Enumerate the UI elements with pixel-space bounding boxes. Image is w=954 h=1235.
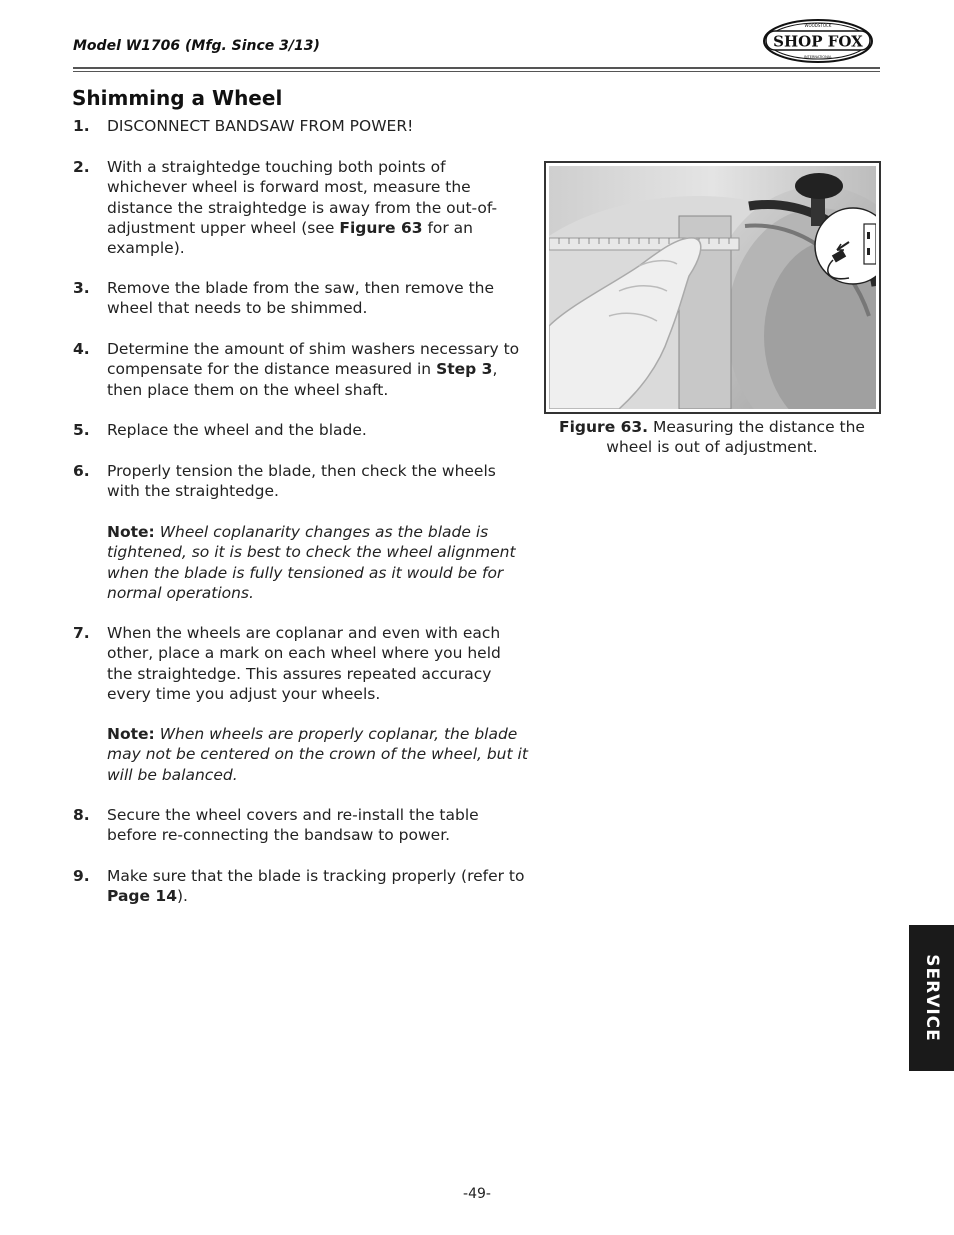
step-text: Remove the blade from the saw, then remove the wheel that needs to be shimmed. [107, 279, 495, 318]
step-3 [73, 278, 528, 319]
note-1 [107, 522, 532, 603]
note-label: Note: [107, 523, 155, 541]
side-tab-label: SERVICE [921, 954, 942, 1042]
svg-text:WOODSTOCK: WOODSTOCK [804, 23, 832, 28]
header-rule [73, 67, 880, 69]
step-number: 2. [73, 158, 90, 176]
svg-text:SHOP FOX: SHOP FOX [773, 32, 863, 51]
step-number: 8. [73, 806, 90, 824]
step-number: 4. [73, 340, 90, 358]
shop-fox-logo [762, 18, 874, 64]
step-text: Replace the wheel and the blade. [107, 421, 367, 439]
model-header: Model W1706 (Mfg. Since 3/13) [73, 38, 320, 54]
step-number: 7. [73, 624, 90, 642]
step-text: Secure the wheel covers and re-install the table before re-connecting the bandsaw to power. [107, 806, 479, 845]
figure-caption [548, 417, 876, 458]
step-8 [73, 805, 528, 846]
step-text: Determine the amount of shim washers necessary to compensate for the distance measured in Step 3, then place them on the wheel shaft. [107, 340, 520, 399]
step-text: Properly tension the blade, then check the wheels with the straightedge. [107, 462, 496, 501]
section-side-tab [909, 925, 954, 1071]
note-text: When wheels are properly coplanar, the blade may not be centered on the crown of the wheel, but it will be balanced. [107, 725, 528, 784]
step-2 [73, 157, 528, 258]
figure-63-photo [544, 161, 881, 414]
step-text: When the wheels are coplanar and even with each other, place a mark on each wheel where you held the straightedge. This assures repeated accuracy every time you adjust your wheels. [107, 624, 501, 703]
step-number: 1. [73, 117, 90, 135]
page-reference: Page 14 [107, 887, 177, 906]
step-number: 5. [73, 421, 90, 439]
note-label: Note: [107, 725, 155, 743]
wheel-measurement-illustration [549, 166, 876, 409]
step-text: With a straightedge touching both points of whichever wheel is forward most, measure the distance the straightedge is away from the out-of-adjustment upper wheel (see Figure 63 for an example). [107, 158, 498, 258]
section-title: Shimming a Wheel [72, 86, 283, 110]
header-rule-thin [73, 71, 880, 72]
step-1 [73, 116, 528, 136]
step-4 [73, 339, 528, 400]
note-2 [107, 724, 532, 785]
figure-label: Figure 63. [559, 418, 649, 436]
page-number: -49- [463, 1186, 491, 1202]
step-6 [73, 461, 528, 502]
step-text: DISCONNECT BANDSAW FROM POWER! [107, 117, 414, 135]
step-number: 9. [73, 867, 90, 885]
step-number: 6. [73, 462, 90, 480]
step-text: Make sure that the blade is tracking properly (refer to Page 14). [107, 867, 525, 906]
note-text: Wheel coplanarity changes as the blade is tightened, so it is best to check the wheel alignment when the blade is fully tensioned as it would be for normal operations. [107, 523, 516, 602]
step-number: 3. [73, 279, 90, 297]
step-9 [73, 866, 528, 907]
step-reference: Step 3 [436, 360, 493, 379]
step-7 [73, 623, 528, 704]
figure-reference: Figure 63 [339, 218, 423, 237]
figure-caption-text: Measuring the distance the wheel is out of adjustment. [606, 418, 865, 457]
step-5 [73, 420, 528, 440]
svg-text:INTERNATIONAL: INTERNATIONAL [803, 55, 833, 59]
